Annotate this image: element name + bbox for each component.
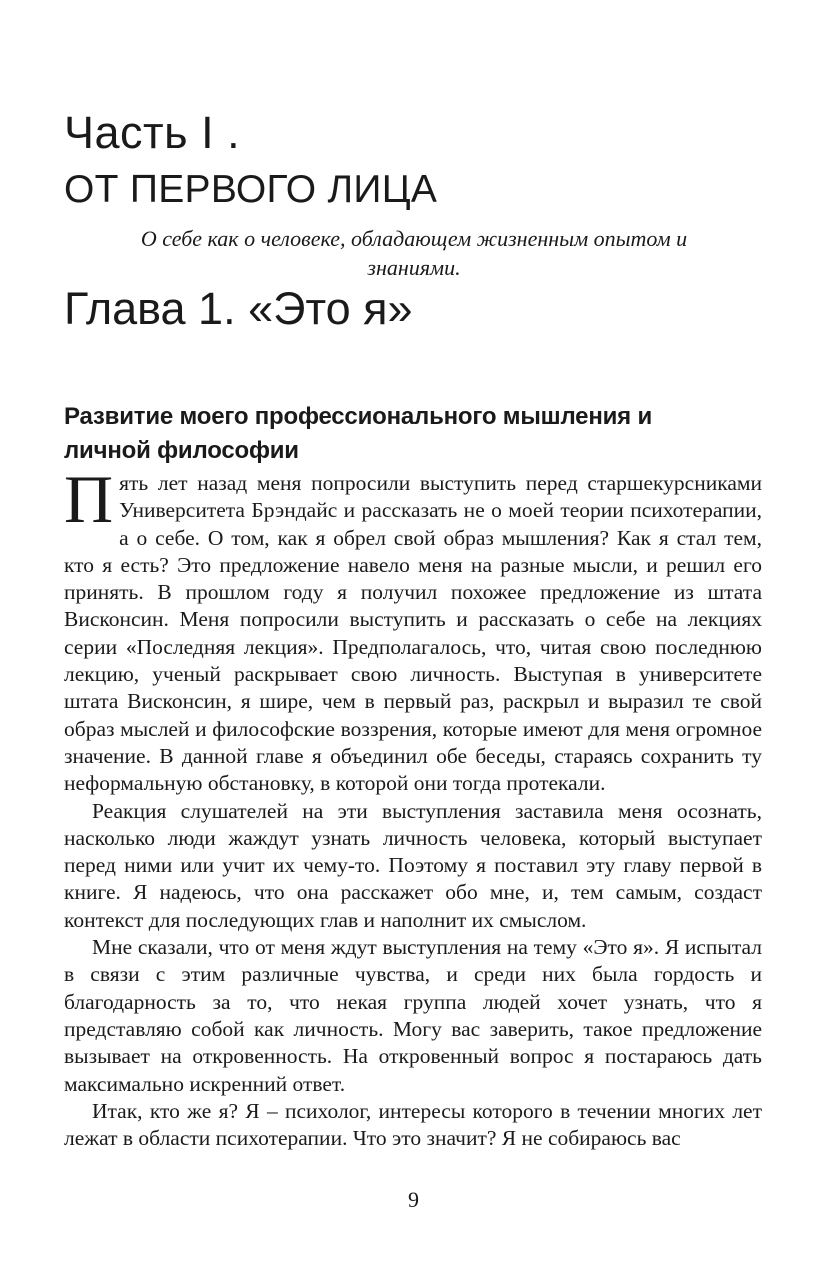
- section-title-line: Развитие моего профессионального мышления и: [64, 403, 653, 430]
- epigraph-line: О себе как о человеке, обладающем жизненным опытом и: [140, 226, 688, 251]
- epigraph: [64, 224, 764, 282]
- paragraph-text: ять лет назад меня попросили выступить перед старшекурсниками Университета Брэндайс и рассказать не о моей теории психотерапии, а о себе. О том, как я обрел свой образ мышления? Как я стал тем, кто я есть? Это предложение навело меня на разные мысли, и решил его принять. В прошлом году я получил похожее предложение из штата Висконсин. Меня попросили выступить и рассказать о себе на лекциях серии «Последняя лекция». Предполагалось, что, читая свою последнюю лекцию, ученый раскрывает свою личность. Выступая в университете штата Висконсин, я шире, чем в первый раз, раскрыл и выразил те свой образ мыслей и философские воззрения, которые имеют для меня огромное значение. В данной главе я объединил обе беседы, стараясь сохранить ту неформальную обстановку, в которой они тогда протекали.: [64, 471, 762, 796]
- page-number: 9: [408, 1187, 419, 1212]
- part-title: Часть I .: [64, 107, 241, 158]
- section-title-line: личной философии: [64, 437, 299, 464]
- paragraph: [64, 461, 762, 798]
- epigraph-line: знаниями.: [367, 255, 461, 280]
- drop-cap: П: [64, 461, 114, 537]
- paragraph: Мне сказали, что от меня ждут выступления на тему «Это я». Я испытал в связи с этим различные чувства, и среди них была гордость и благодарность за то, что некая группа людей хочет узнать, что я представляю собой как личность. Могу вас заверить, такое предложение вызывает на откровенность. На откровенный вопрос я постараюсь дать максимально искренний ответ.: [64, 935, 762, 1096]
- paragraph: Итак, кто же я? Я – психолог, интересы которого в течении многих лет лежат в области психотерапии. Что это значит? Я не собираюсь вас: [64, 1098, 762, 1151]
- part-subtitle: ОТ ПЕРВОГО ЛИЦА: [64, 168, 438, 211]
- body-text: [64, 461, 762, 1152]
- paragraph: Реакция слушателей на эти выступления заставила меня осознать, насколько люди жаждут узнать личность человека, который выступает перед ними или учит их чему-то. Поэтому я поставил эту главу первой в книге. Я надеюсь, что она расскажет обо мне, и, тем самым, создаст контекст для последующих глав и наполнит их смыслом.: [64, 798, 762, 932]
- section-title: [64, 400, 764, 468]
- chapter-title: Глава 1. «Это я»: [64, 283, 413, 334]
